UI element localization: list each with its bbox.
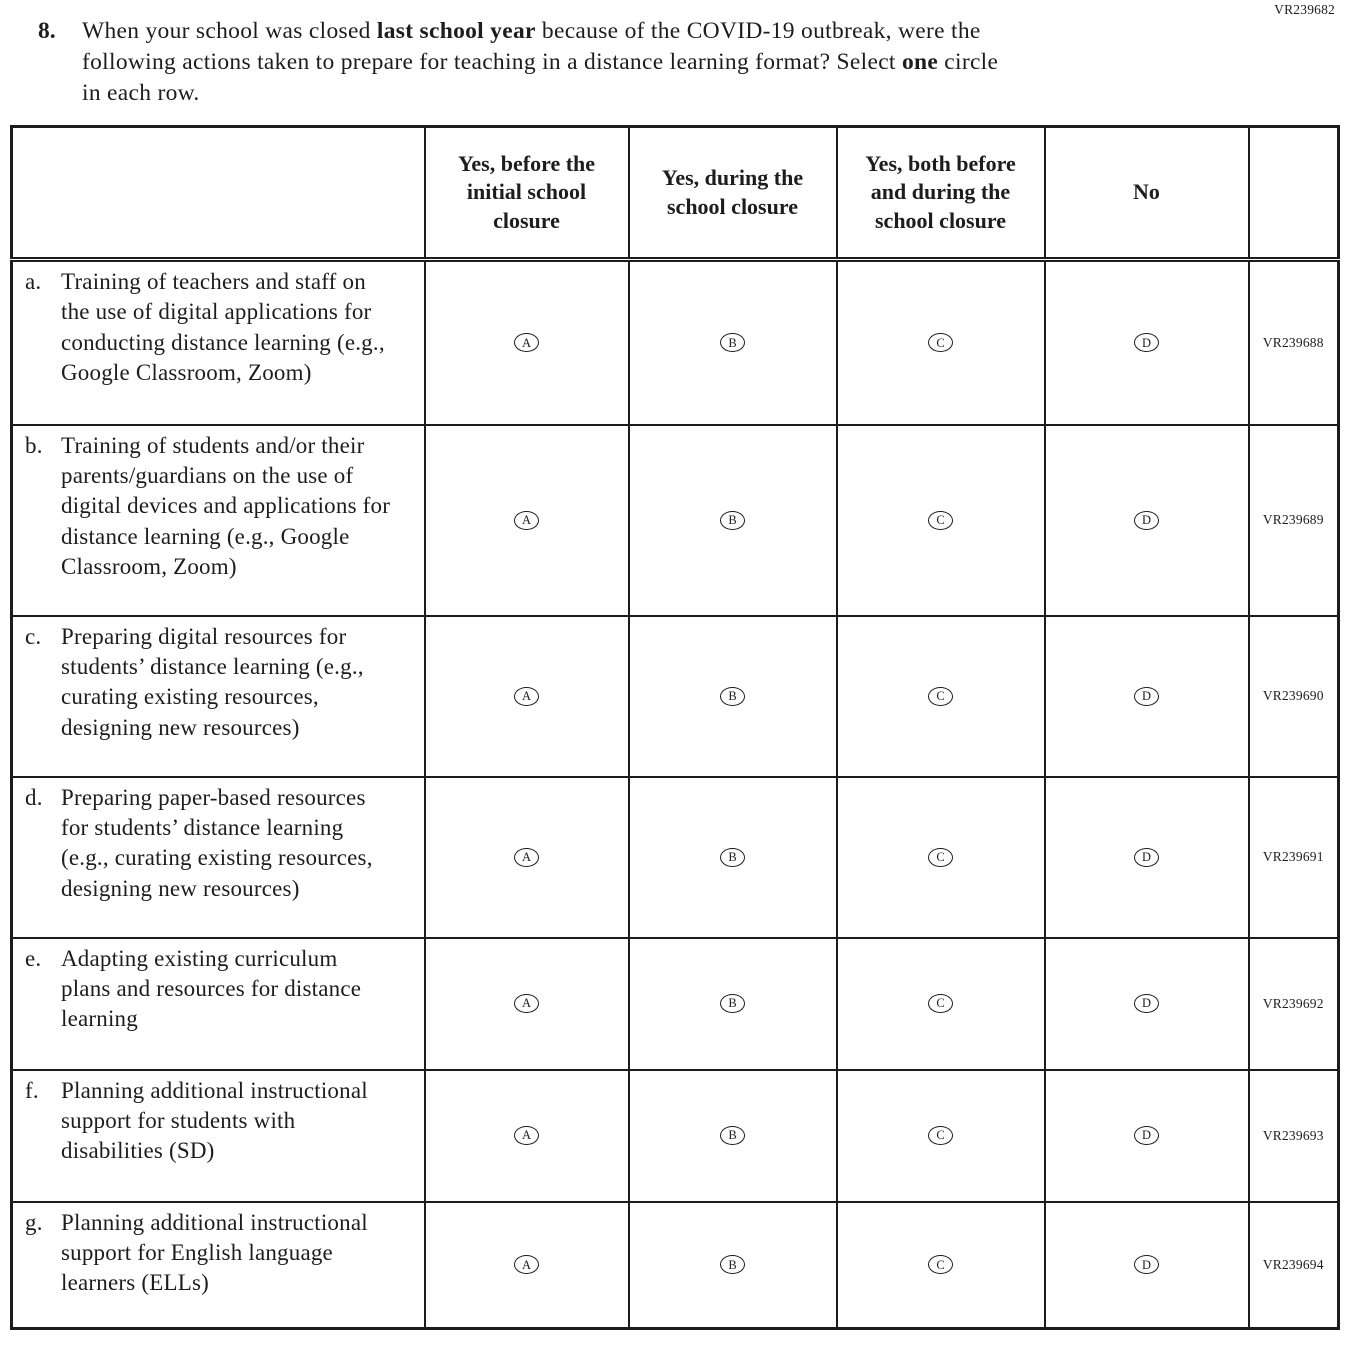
option-c-bubble[interactable]: C: [928, 1126, 953, 1145]
option-cell: [425, 938, 629, 1070]
row-letter: b.: [25, 432, 43, 458]
option-cell: [629, 938, 837, 1070]
row-label-cell: [12, 425, 425, 616]
vr-code-row: VR239689: [1249, 425, 1339, 616]
vr-code-row: VR239688: [1249, 260, 1339, 425]
question-text-part2: because of the COVID-19 outbreak, were the following actions taken to prepare for teaching in a distance learning format? Select: [82, 18, 981, 76]
vr-code-row: VR239690: [1249, 616, 1339, 777]
option-c-bubble[interactable]: C: [928, 333, 953, 352]
option-d-bubble[interactable]: D: [1134, 511, 1159, 530]
row-label-text: Training of students and/or their parents/guardians on the use of digital devices and applications for distance learning (e.g., Google Classroom, Zoom): [61, 432, 391, 579]
table-body: [12, 260, 1339, 1329]
question-number: 8.: [38, 18, 56, 44]
option-cell: [425, 425, 629, 616]
vr-code-row: VR239692: [1249, 938, 1339, 1070]
option-cell: [837, 616, 1045, 777]
table-row-c: [12, 616, 1339, 777]
table-row-b: [12, 425, 1339, 616]
option-a-bubble[interactable]: A: [514, 994, 539, 1013]
option-a-bubble[interactable]: A: [514, 687, 539, 706]
question-block: [38, 16, 1347, 109]
option-cell: [1045, 1202, 1249, 1329]
option-cell: [629, 616, 837, 777]
question-text-part3: circle in each row.: [82, 49, 999, 107]
option-cell: [425, 1202, 629, 1329]
column-header-empty-right: [1249, 127, 1339, 260]
table-row-e: [12, 938, 1339, 1070]
row-label-text: Adapting existing curriculum plans and resources for distance learning: [61, 945, 362, 1032]
option-cell: [629, 1202, 837, 1329]
option-cell: [837, 260, 1045, 425]
row-letter: a.: [25, 269, 42, 295]
option-cell: [629, 425, 837, 616]
response-matrix-table: [10, 125, 1340, 1330]
option-cell: [1045, 777, 1249, 938]
option-cell: [425, 616, 629, 777]
row-label-cell: [12, 1202, 425, 1329]
option-cell: [837, 425, 1045, 616]
option-cell: [629, 260, 837, 425]
option-b-bubble[interactable]: B: [720, 848, 745, 867]
option-cell: [837, 1202, 1045, 1329]
option-d-bubble[interactable]: D: [1134, 994, 1159, 1013]
option-b-bubble[interactable]: B: [720, 1126, 745, 1145]
option-cell: [1045, 260, 1249, 425]
table-header: [12, 127, 1339, 260]
row-label-cell: [12, 616, 425, 777]
question-text-part1: When your school was closed: [82, 18, 377, 44]
question-text: [82, 16, 1022, 109]
option-a-bubble[interactable]: A: [514, 511, 539, 530]
option-a-bubble[interactable]: A: [514, 848, 539, 867]
option-cell: [425, 1070, 629, 1202]
option-cell: [837, 777, 1045, 938]
option-a-bubble[interactable]: A: [514, 1126, 539, 1145]
vr-code-row: VR239693: [1249, 1070, 1339, 1202]
row-label-cell: [12, 260, 425, 425]
header-row: [12, 127, 1339, 260]
option-cell: [1045, 938, 1249, 1070]
option-c-bubble[interactable]: C: [928, 1255, 953, 1274]
option-b-bubble[interactable]: B: [720, 511, 745, 530]
row-label-text: Preparing digital resources for students’ distance learning (e.g., curating existing resources, designing new resources): [61, 623, 364, 740]
option-cell: [837, 1070, 1045, 1202]
option-b-bubble[interactable]: B: [720, 333, 745, 352]
option-b-bubble[interactable]: B: [720, 994, 745, 1013]
column-header-yes-during: Yes, during the school closure: [629, 127, 837, 260]
option-c-bubble[interactable]: C: [928, 687, 953, 706]
option-b-bubble[interactable]: B: [720, 1255, 745, 1274]
option-cell: [1045, 616, 1249, 777]
option-b-bubble[interactable]: B: [720, 687, 745, 706]
option-cell: [1045, 425, 1249, 616]
option-d-bubble[interactable]: D: [1134, 333, 1159, 352]
option-d-bubble[interactable]: D: [1134, 848, 1159, 867]
table-row-f: [12, 1070, 1339, 1202]
row-label-text: Training of teachers and staff on the use of digital applications for conducting distance learning (e.g., Google Classroom, Zoom): [61, 269, 385, 386]
row-letter: e.: [25, 945, 42, 971]
option-a-bubble[interactable]: A: [514, 1255, 539, 1274]
question-text-bold1: last school year: [376, 18, 536, 44]
table-row-a: [12, 260, 1339, 425]
option-a-bubble[interactable]: A: [514, 333, 539, 352]
row-label-text: Planning additional instructional support for students with disabilities (SD): [61, 1077, 368, 1164]
option-cell: [629, 777, 837, 938]
row-label-text: Planning additional instructional support for English language learners (ELLs): [61, 1209, 368, 1296]
option-cell: [425, 777, 629, 938]
option-d-bubble[interactable]: D: [1134, 1255, 1159, 1274]
row-letter: c.: [25, 623, 42, 649]
table-row-d: [12, 777, 1339, 938]
row-letter: g.: [25, 1209, 43, 1235]
option-d-bubble[interactable]: D: [1134, 687, 1159, 706]
row-letter: d.: [25, 784, 43, 810]
table-row-g: [12, 1202, 1339, 1329]
vr-code-page: VR239682: [1274, 2, 1335, 17]
column-header-no: No: [1045, 127, 1249, 260]
column-header-yes-both: Yes, both before and during the school closure: [837, 127, 1045, 260]
option-d-bubble[interactable]: D: [1134, 1126, 1159, 1145]
vr-code-row: VR239691: [1249, 777, 1339, 938]
option-cell: [837, 938, 1045, 1070]
question-text-bold2: one: [901, 49, 939, 76]
vr-code-row: VR239694: [1249, 1202, 1339, 1329]
row-label-cell: [12, 777, 425, 938]
option-c-bubble[interactable]: C: [928, 994, 953, 1013]
row-letter: f.: [25, 1077, 39, 1103]
row-label-cell: [12, 1070, 425, 1202]
row-label-text: Preparing paper-based resources for students’ distance learning (e.g., curating existing resources, designing new resources): [61, 784, 373, 901]
option-cell: [629, 1070, 837, 1202]
option-c-bubble[interactable]: C: [928, 511, 953, 530]
row-label-cell: [12, 938, 425, 1070]
column-header-empty-left: [12, 127, 425, 260]
option-c-bubble[interactable]: C: [928, 848, 953, 867]
option-cell: [1045, 1070, 1249, 1202]
column-header-yes-before: Yes, before the initial school closure: [425, 127, 629, 260]
option-cell: [425, 260, 629, 425]
